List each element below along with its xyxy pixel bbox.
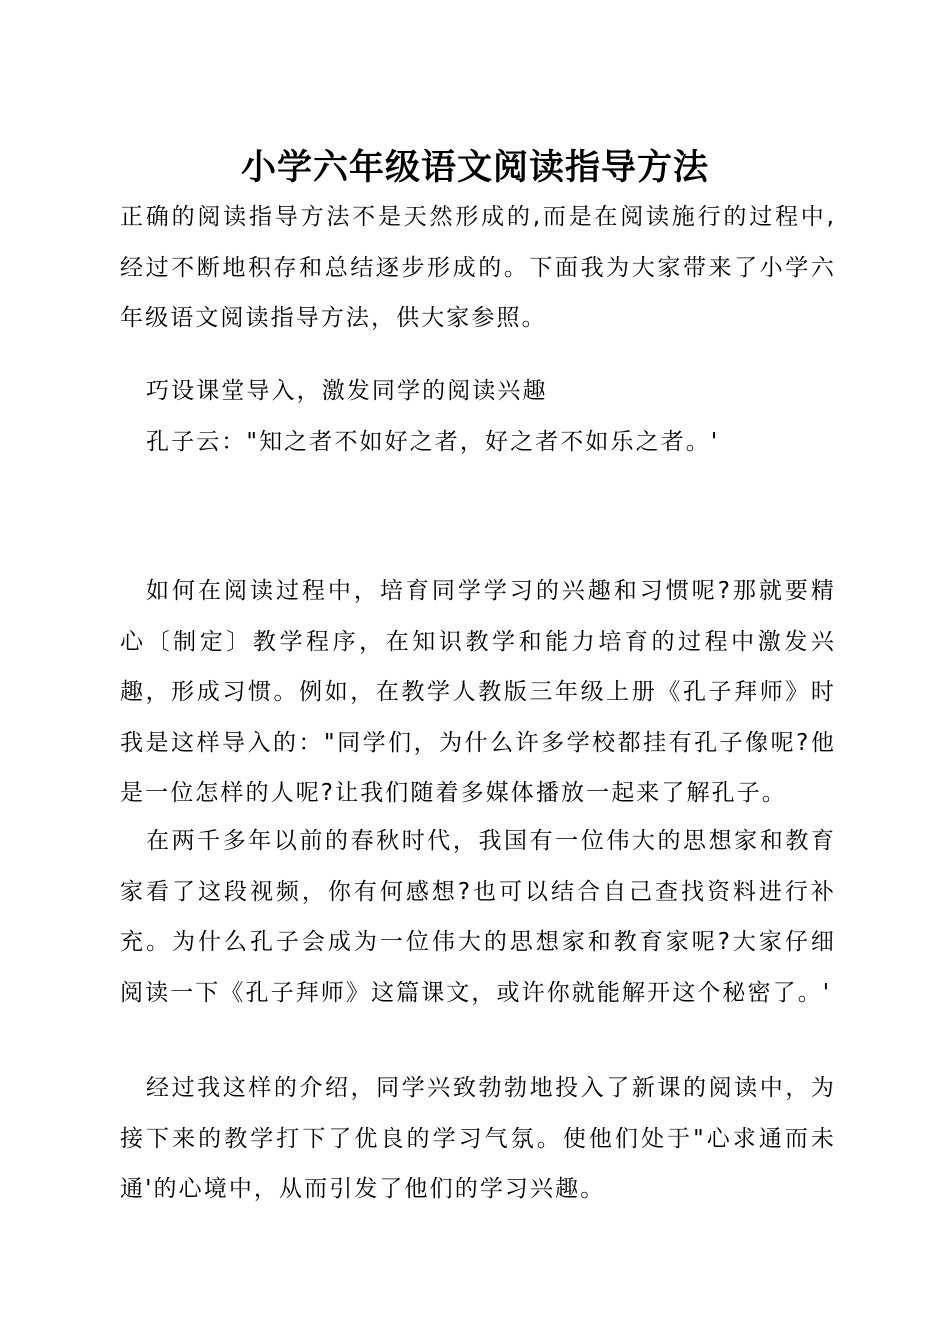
- intro-paragraph: 正确的阅读指导方法不是天然形成的,而是在阅读施行的过程中,经过不断地积存和总结逐步形成的。下面我为大家带来了小学六年级语文阅读指导方法，供大家参照。: [120, 204, 836, 331]
- quote-paragraph: 孔子云："知之者不如好之者，好之者不如乐之者。': [146, 429, 720, 455]
- body-paragraph: 如何在阅读过程中，培育同学学习的兴趣和习惯呢?那就要精心〔制定〕教学程序，在知识教学和能力培育的过程中激发兴趣，形成习惯。例如，在教学人教版三年级上册《孔子拜师》时我是这样导入的："同学们，为什么许多学校都挂有孔子像呢?他是一位怎样的人呢?让我们随着多媒体播放一起来了解孔子。: [120, 578, 836, 806]
- page-title: 小学六年级语文阅读指导方法: [240, 147, 709, 188]
- body-paragraph: 在两千多年以前的春秋时代，我国有一位伟大的思想家和教育家看了这段视频，你有何感想?也可以结合自己查找资料进行补充。为什么孔子会成为一位伟大的思想家和教育家呢?大家仔细阅读一下《孔子拜师》这篇课文，或许你就能解开这个秘密了。': [120, 828, 836, 1006]
- body-paragraph: 经过我这样的介绍，同学兴致勃勃地投入了新课的阅读中，为接下来的教学打下了优良的学习气氛。使他们处于"心求通而未通'的心境中，从而引发了他们的学习兴趣。: [120, 1075, 836, 1202]
- section-heading: 巧设课堂导入，激发同学的阅读兴趣: [146, 378, 548, 404]
